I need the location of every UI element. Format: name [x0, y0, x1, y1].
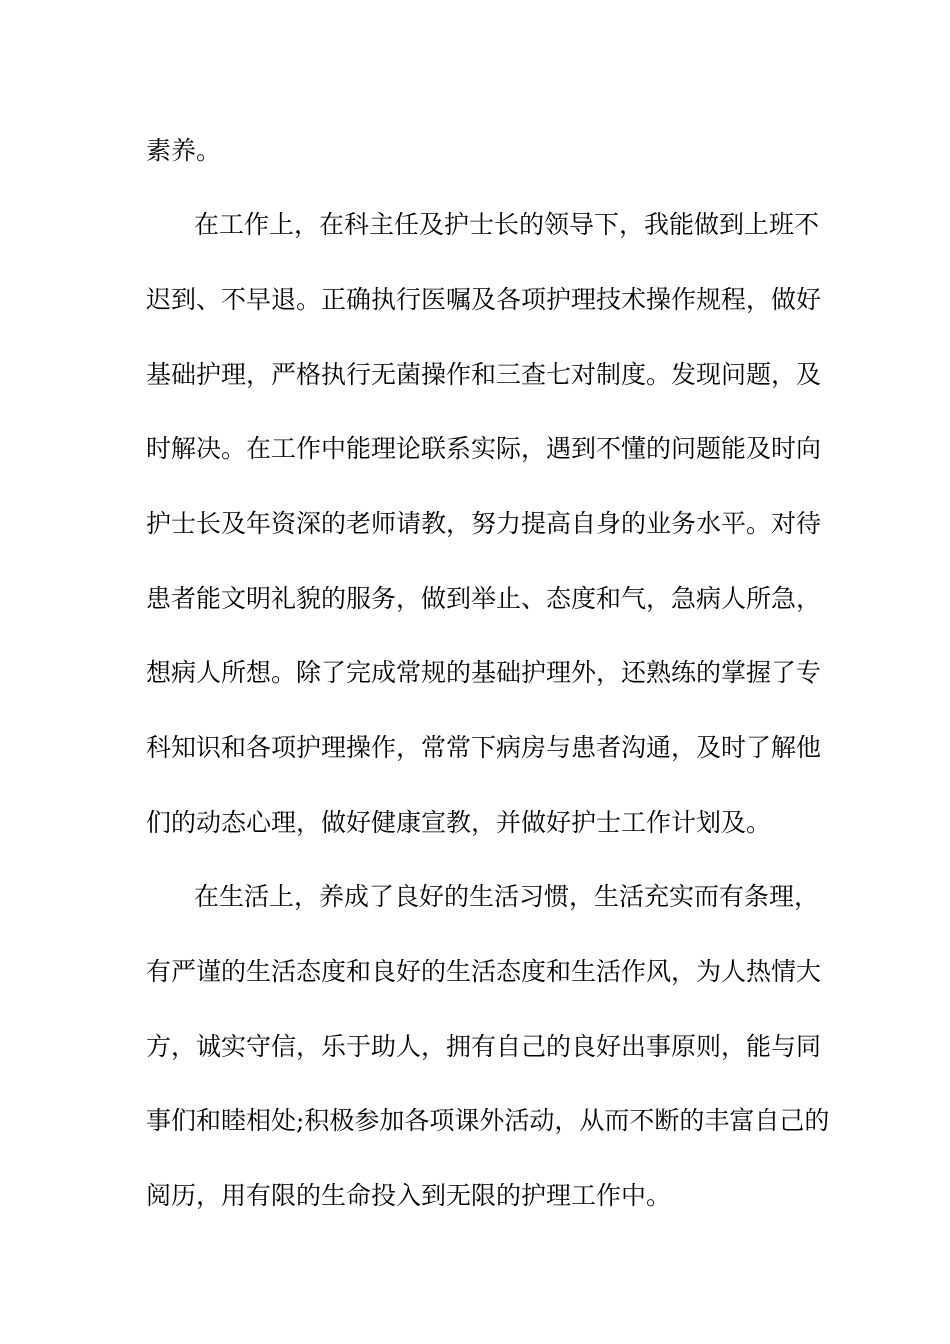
text-line: 科知识和各项护理操作，常常下病房与患者沟通，及时了解他: [146, 733, 822, 762]
paragraph-first-line: 在工作上，在科主任及护士长的领导下，我能做到上班不: [194, 210, 820, 239]
paragraph-first-line: 在生活上，养成了良好的生活习惯，生活充实而有条理，: [194, 882, 820, 911]
text-line: 事们和睦相处;积极参加各项课外活动，从而不断的丰富自己的: [146, 1106, 830, 1135]
text-line: 阅历，用有限的生命投入到无限的护理工作中。: [146, 1181, 672, 1210]
text-line: 护士长及年资深的老师请教，努力提高自身的业务水平。对待: [146, 509, 822, 538]
text-line: 想病人所想。除了完成常规的基础护理外，还熟练的掌握了专: [146, 658, 822, 687]
text-line: 有严谨的生活态度和良好的生活态度和生活作风，为人热情大: [146, 957, 822, 986]
text-line: 患者能文明礼貌的服务，做到举止、态度和气，急病人所急，: [146, 584, 822, 613]
text-line: 时解决。在工作中能理论联系实际，遇到不懂的问题能及时向: [146, 434, 822, 463]
text-line: 们的动态心理，做好健康宣教，并做好护士工作计划及。: [146, 808, 772, 837]
text-line: 基础护理，严格执行无菌操作和三查七对制度。发现问题，及: [146, 360, 822, 389]
text-line: 素养。: [146, 136, 222, 165]
text-line: 方，诚实守信，乐于助人，拥有自己的良好出事原则，能与同: [146, 1032, 822, 1061]
text-line: 迟到、不早退。正确执行医嘱及各项护理技术操作规程，做好: [146, 285, 822, 314]
